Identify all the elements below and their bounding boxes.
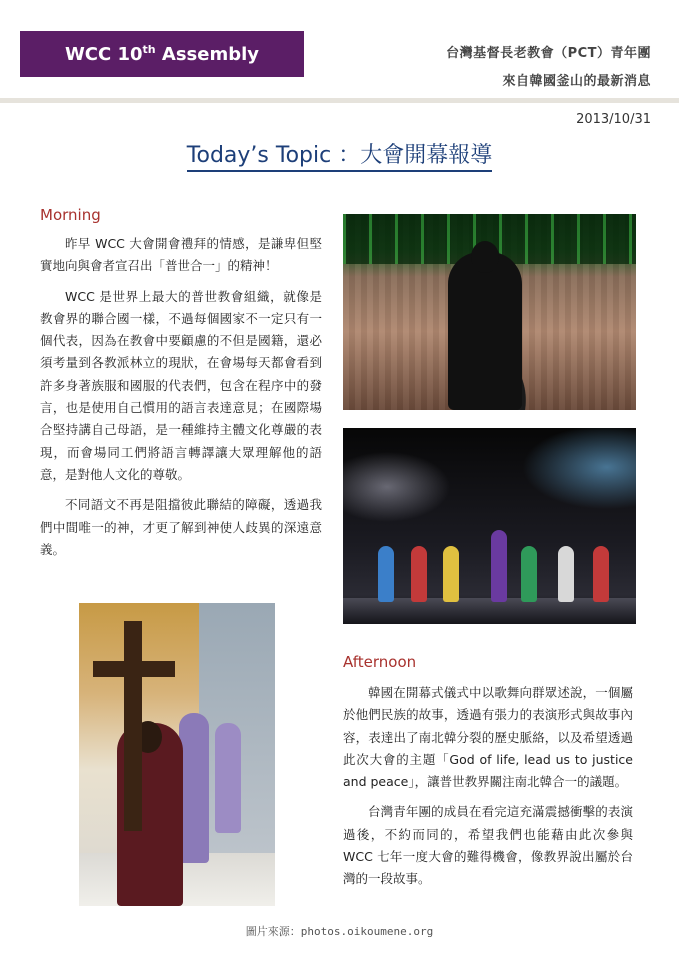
afternoon-paragraph: 韓國在開幕式儀式中以歌舞向群眾述說，一個屬於他們民族的故事，透過有張力的表演形式與故事內容，表達出了南北韓分裂的歷史脈絡，以及希望透過此次大會的主題「God of life, lead us to justice and peace」，讓普世教界關注南北韓合一的議題。 (343, 685, 633, 790)
dancer-figure (411, 546, 427, 602)
page-topic-title: Today’s Topic ：大會開幕報導 (187, 138, 492, 172)
afternoon-article (343, 682, 633, 899)
header-divider (0, 98, 679, 103)
org-subtitle: 來自韓國釜山的最新消息 (502, 74, 651, 89)
dancer-figure (378, 546, 394, 602)
cross-icon (124, 621, 142, 831)
photo-credit-source: photos.oikoumene.org (300, 925, 434, 938)
morning-heading: Morning (40, 206, 101, 224)
morning-article (40, 233, 322, 569)
conductor-head (471, 241, 499, 273)
org-name: 台灣基督長老教會（PCT）青年團 (446, 46, 651, 61)
dancer-figure (443, 546, 459, 602)
photo-credit (0, 923, 679, 939)
dancer-figure (491, 530, 507, 602)
dancer-figure (593, 546, 609, 602)
procession-member (215, 723, 241, 833)
issue-date: 2013/10/31 (576, 112, 651, 127)
morning-paragraph: 不同語文不再是阻擋彼此聯結的障礙，透過我們中間唯一的神，才更了解到神使人歧異的深遠意義。 (40, 497, 322, 557)
dancer-figure (558, 546, 574, 602)
procession-member (179, 713, 209, 863)
topic-container (0, 138, 679, 172)
morning-paragraph: 昨早 WCC 大會開會禮拜的情感，是謙卑但堅實地向與會者宣召出「普世合一」的精神！ (40, 236, 322, 274)
dancer-figure (521, 546, 537, 602)
morning-paragraph: WCC 是世界上最大的普世教會組織，就像是教會界的聯合國一樣，不過每個國家不一定只有一個代表，因為在教會中要顧慮的不但是國籍，還必須考量到各教派林立的現狀，在會場每天都會看到許多身著族服和國服的代表們，包含在程序中的發言，也是使用自己慣用的語言表達意見；在國際場合堅持講自己母語，是一種維持主體文化尊嚴的表現，而會場同工們將語言轉譯讓大眾理解他的語意，是對他人文化的尊敬。 (40, 288, 322, 482)
conductor-silhouette (448, 252, 522, 410)
cross-procession-photo (79, 603, 275, 906)
assembly-title: WCC 10th Assembly (64, 43, 260, 65)
photo-credit-label: 圖片來源： (245, 925, 301, 938)
cross-beam (93, 661, 175, 677)
dance-performance-photo (343, 428, 636, 624)
afternoon-paragraph: 台灣青年團的成員在看完這充滿震撼衝擊的表演過後，不約而同的，希望我們也能藉由此次參與 WCC 七年一度大會的難得機會，像教界說出屬於台灣的一段故事。 (343, 804, 633, 887)
conductor-photo (343, 214, 636, 410)
afternoon-heading: Afternoon (343, 653, 417, 671)
assembly-title-box (20, 31, 304, 77)
